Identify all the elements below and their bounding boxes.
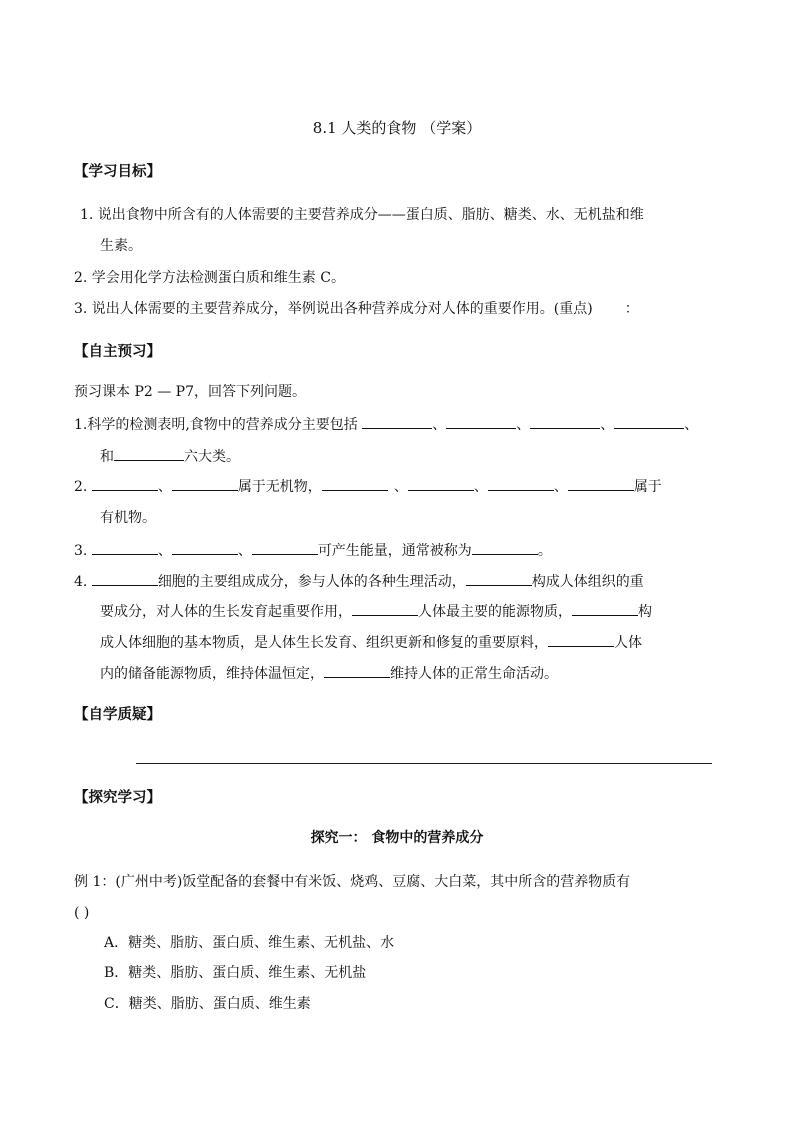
section-heading-goals: 【学习目标】 — [74, 163, 161, 180]
preview-q2-line-2: 有机物。 — [100, 510, 156, 526]
q4-number: 4. — [74, 574, 88, 590]
q4-text-f: 成人体细胞的基本物质，是人体生长发育、组织更新和修复的重要原料， — [100, 635, 548, 651]
example-1-line-1: 例 1：(广州中考)饭堂配备的套餐中有米饭、烧鸡、豆腐、大白菜，其中所含的营养物质有 — [74, 874, 631, 890]
answer-blank[interactable] — [466, 571, 532, 586]
q4-text-c: 要成分，对人体的生长发育起重要作用， — [100, 604, 352, 620]
separator: 、 — [473, 479, 488, 495]
section-heading-explore: 【探究学习】 — [74, 789, 161, 806]
q4-text-i: 维持人体的正常生命活动。 — [390, 666, 558, 682]
separator: 、 — [553, 479, 568, 495]
preview-q2-line-1 — [74, 476, 662, 497]
answer-blank[interactable] — [548, 632, 614, 647]
separator: 、 — [600, 417, 615, 433]
separator: 、 — [684, 417, 699, 433]
goal-2: 2. 学会用化学方法检测蛋白质和维生素 C。 — [74, 270, 345, 286]
q4-text-e: 构 — [638, 604, 652, 620]
q2-number: 2. — [74, 479, 88, 495]
q1-end: 六大类。 — [184, 449, 240, 465]
explore-subtitle: 探究一： 食物中的营养成分 — [310, 830, 484, 846]
answer-blank[interactable] — [114, 446, 184, 461]
goal-1-line-2: 生素。 — [100, 238, 142, 254]
answer-blank[interactable] — [172, 476, 238, 491]
separator: 、 — [393, 479, 408, 495]
answer-blank[interactable] — [92, 476, 158, 491]
preview-q1-line-1 — [74, 414, 698, 435]
answer-blank[interactable] — [572, 601, 638, 616]
separator: 、 — [237, 543, 252, 559]
separator: 、 — [157, 543, 172, 559]
answer-blank[interactable] — [362, 414, 432, 429]
answer-blank[interactable] — [324, 663, 390, 678]
answer-blank[interactable] — [568, 476, 634, 491]
answer-blank[interactable] — [92, 540, 158, 555]
answer-blank[interactable] — [322, 476, 388, 491]
section-heading-preview: 【自主预习】 — [74, 343, 161, 360]
preview-q4-line-4 — [100, 663, 558, 684]
answer-blank[interactable] — [614, 414, 684, 429]
answer-blank[interactable] — [172, 540, 238, 555]
option-b[interactable]: B．糖类、脂肪、蛋白质、维生素、无机盐 — [104, 965, 367, 981]
q2-end: 属于 — [633, 479, 662, 495]
preview-q3 — [74, 540, 552, 561]
goal-3-mark: ： — [624, 301, 639, 317]
q3-end: 。 — [537, 543, 552, 559]
separator: 、 — [432, 417, 447, 433]
answer-line[interactable] — [136, 763, 712, 764]
answer-blank[interactable] — [408, 476, 474, 491]
preview-q4-line-2 — [100, 601, 652, 622]
option-a[interactable]: A．糖类、脂肪、蛋白质、维生素、无机盐、水 — [104, 935, 395, 951]
q4-text-d: 人体最主要的能源物质， — [418, 604, 572, 620]
preview-q1-line-2 — [100, 446, 240, 467]
separator: 、 — [516, 417, 531, 433]
q4-text-a: 细胞的主要组成成分，参与人体的各种生理活动， — [157, 574, 466, 590]
answer-blank[interactable] — [446, 414, 516, 429]
goal-3-text: 3. 说出人体需要的主要营养成分，举例说出各种营养成分对人体的重要作用。(重点) — [74, 301, 593, 317]
page-title: 8.1 人类的食物 （学案） — [312, 119, 482, 137]
section-heading-questions: 【自学质疑】 — [74, 706, 161, 723]
answer-blank[interactable] — [472, 540, 538, 555]
answer-blank[interactable] — [252, 540, 318, 555]
answer-blank[interactable] — [488, 476, 554, 491]
answer-blank[interactable] — [92, 571, 158, 586]
q1-and: 和 — [100, 449, 114, 465]
q1-text: 1.科学的检测表明,食物中的营养成分主要包括 — [74, 417, 358, 433]
example-1-answer-paren[interactable]: ( ) — [74, 905, 90, 921]
preview-intro: 预习课本 P2 — P7，回答下列问题。 — [74, 384, 307, 400]
preview-q4-line-1 — [74, 571, 644, 592]
answer-blank[interactable] — [530, 414, 600, 429]
goal-3 — [74, 299, 639, 319]
q3-mid: 可产生能量，通常被称为 — [317, 543, 472, 559]
answer-blank[interactable] — [352, 601, 418, 616]
option-c[interactable]: C．糖类、脂肪、蛋白质、维生素 — [104, 996, 311, 1012]
q3-number: 3. — [74, 543, 88, 559]
q4-text-g: 人体 — [614, 635, 642, 651]
separator: 、 — [157, 479, 172, 495]
q4-text-h: 内的储备能源物质，维持体温恒定， — [100, 666, 324, 682]
goal-1-line-1: 1. 说出食物中所含有的人体需要的主要营养成分——蛋白质、脂肪、糖类、水、无机盐和维 — [80, 207, 644, 223]
q4-text-b: 构成人体组织的重 — [531, 574, 644, 590]
preview-q4-line-3 — [100, 632, 642, 653]
q2-mid: 属于无机物， — [237, 479, 322, 495]
